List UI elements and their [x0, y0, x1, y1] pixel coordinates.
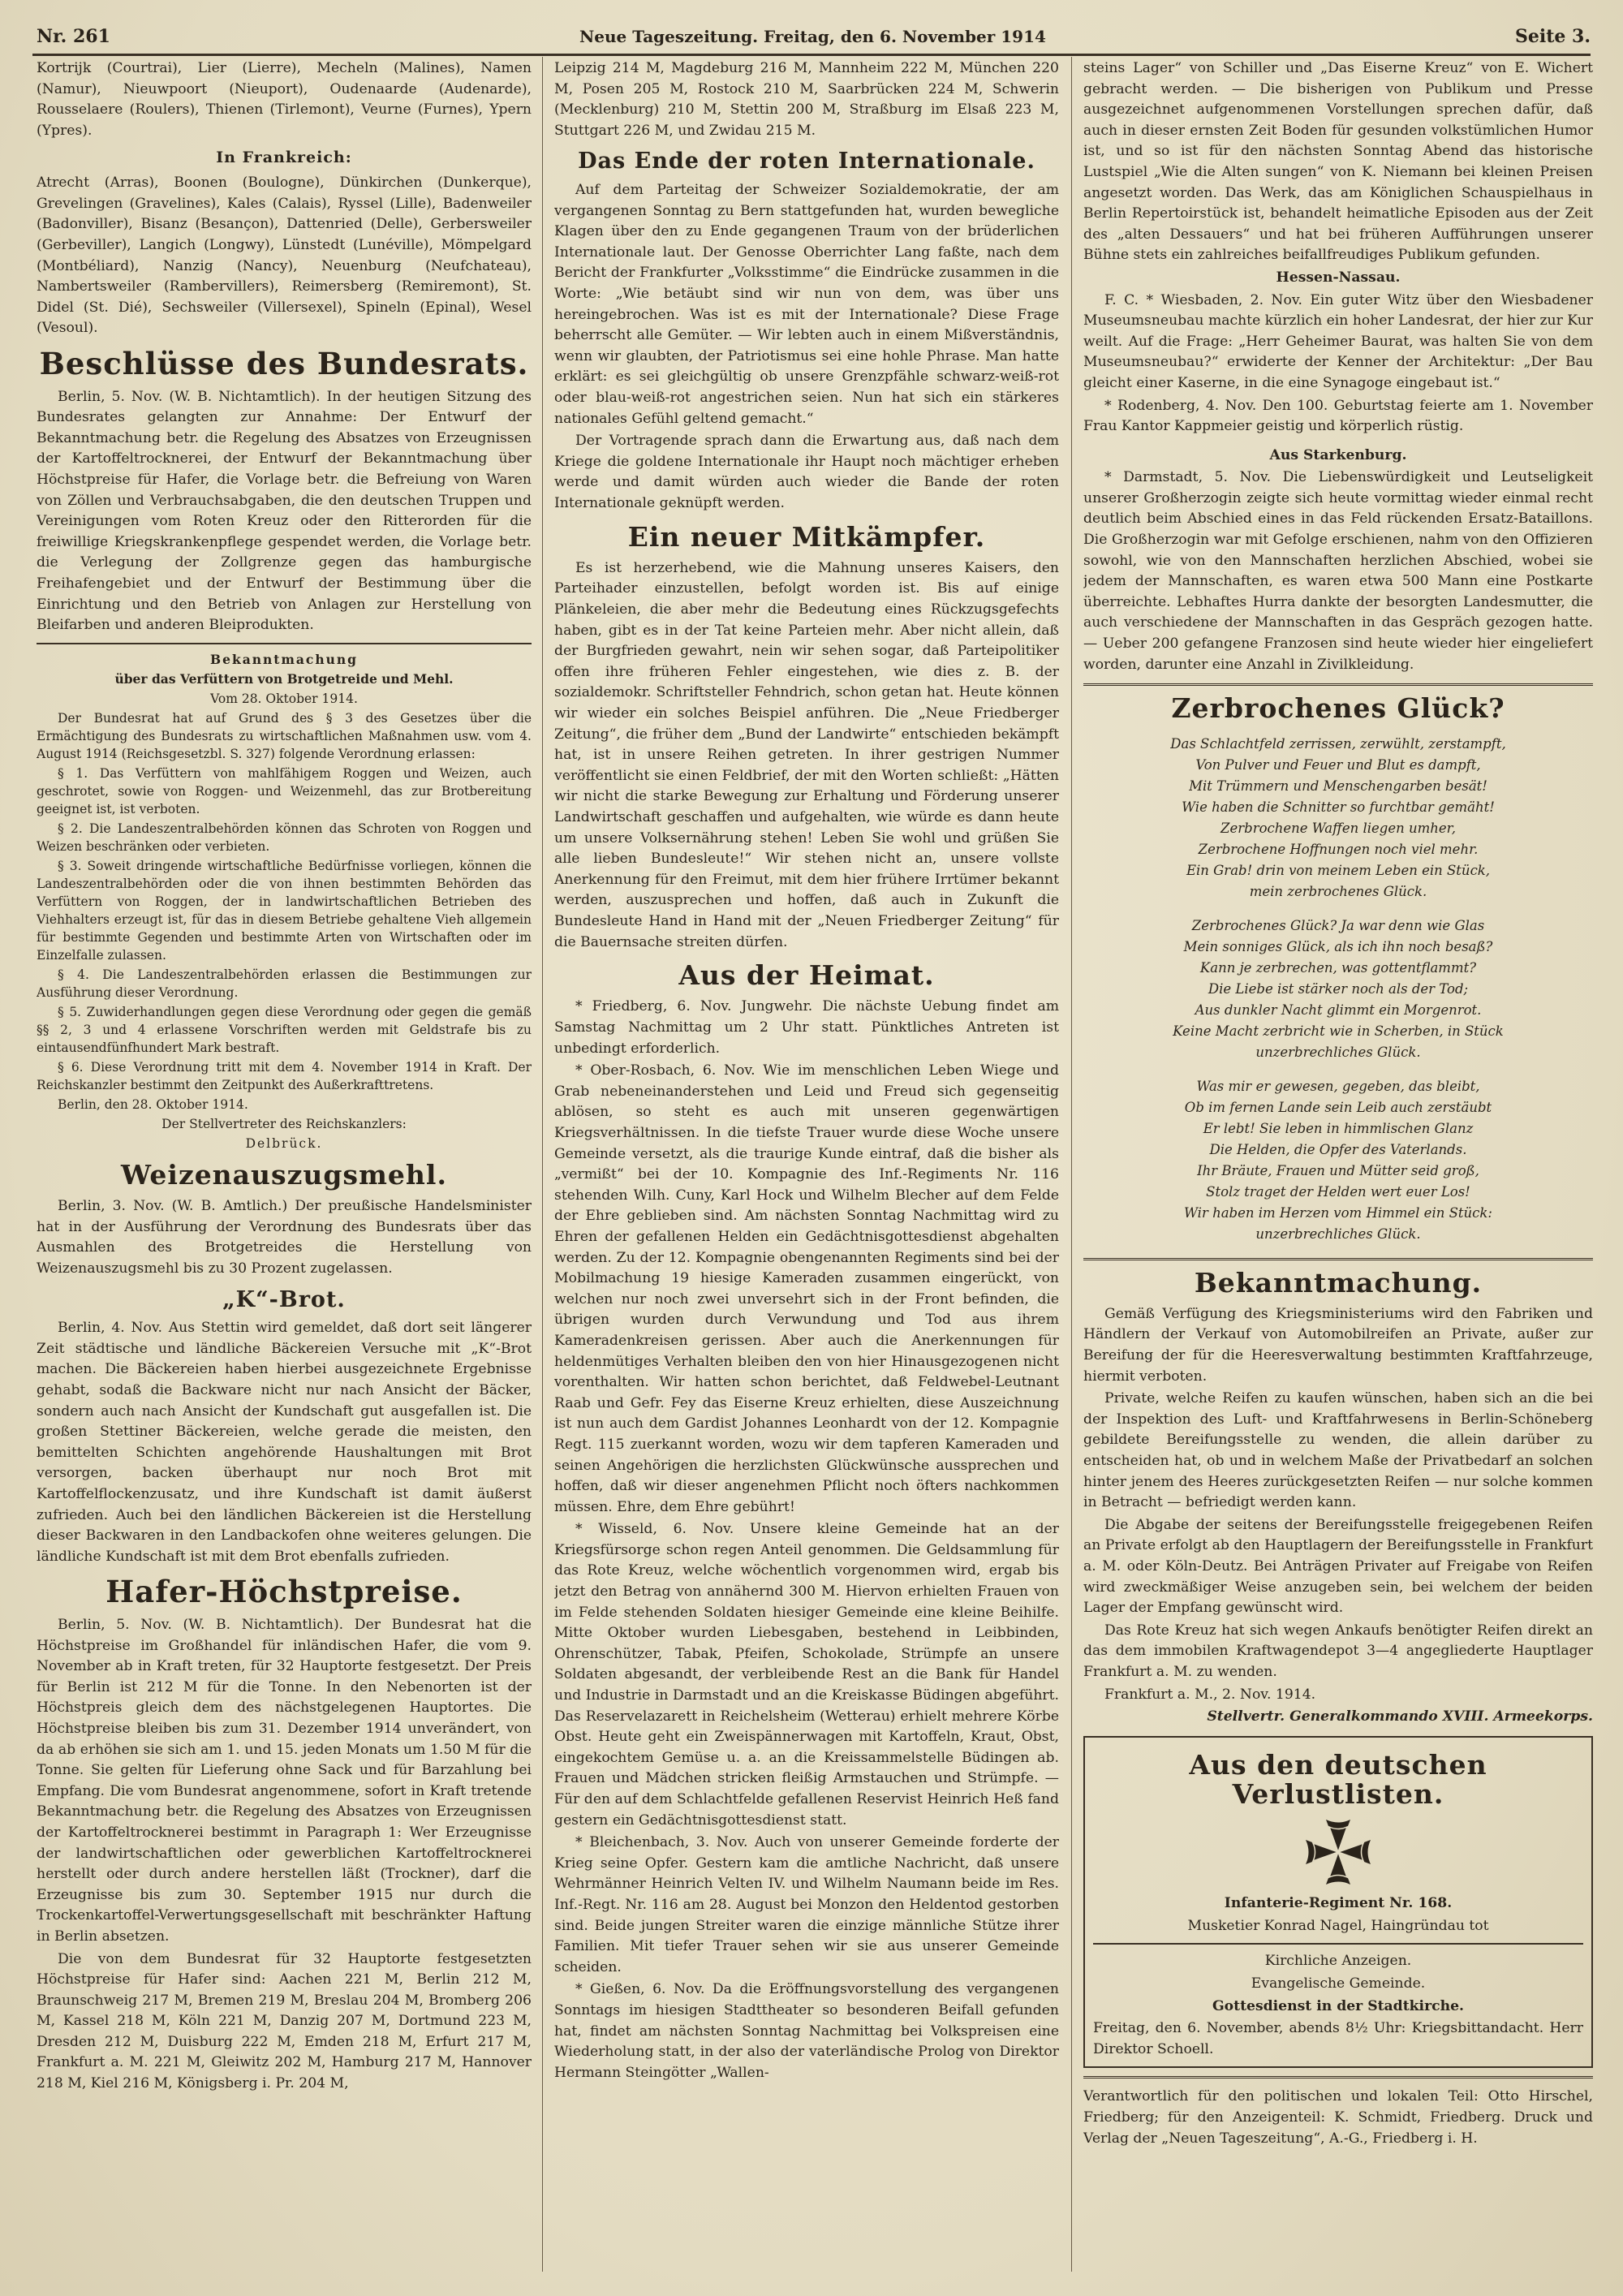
poem-line: Ein Grab! drin von meinem Leben ein Stück, — [1186, 862, 1491, 878]
poem-line: Von Pulver und Feuer und Blut es dampft, — [1195, 756, 1481, 773]
article-headline: „K“-Brot. — [222, 1286, 346, 1312]
paragraph-5: § 5. Zuwiderhandlungen gegen diese Verordnung oder gegen die gemäß §§ 2, 3 und 4 erlassene Vorschriften werden mit Geldstrafe bis zu eintausendfünfhundert Mark bestraft. — [37, 1004, 532, 1055]
casualty-list-box — [1083, 1736, 1593, 2069]
article-body: Berlin, 4. Nov. Aus Stettin wird gemeldet, daß dort seit längerer Zeit städtische und ländliche Bäckereien Versuche mit „K“-Brot machen. Die Bäckereien haben hierbei ausgezeichnete Ergebnisse gehabt, sodaß die Backware nicht nur nach Ansicht der Bäcker, sondern auch nach Ansicht der Kundschaft gut ausgefallen ist. Die großen Stettiner Bäckereien, welche gerade die meisten, den bemittelten Schichten angehörende Haushaltungen mit Brot versorgen, backen überhaupt nur noch Brot mit Kartoffelflockenzusatz, und ihre Kundschaft ist damit äußerst zufrieden. Auch bei den ländlichen Bäckereien ist die Herstellung dieser Backwaren in den Landbackofen ohne weiteres gelungen. Die ländliche Kundschaft ist mit dem Brot ebenfalls zufrieden. — [37, 1320, 532, 1565]
column-1 — [37, 58, 532, 2272]
place-list-belgium: Kortrijk (Courtrai), Lier (Lierre), Mecheln (Malines), Namen (Namur), Nieuwpoort (Nieuport), Oudenaarde (Audenarde), Rousselaere (Roulers), Thienen (Tirlemont), Veurne (Furnes), Ypern (Ypres). — [37, 60, 532, 139]
article-headline: Weizenauszugsmehl. — [121, 1158, 447, 1191]
article-headline: Das Ende der roten Internationale. — [578, 149, 1035, 174]
article-continued: steins Lager“ von Schiller und „Das Eiserne Kreuz“ von E. Wichert gebracht werden. — Die bisherigen von Publikum und Presse ausgezeichnet aufgenommenen Vorstellungen sprechen dafür, daß auch in dieser ernsten Zeit Boden für gesunden volkstümlichen Humor ist, und so ist für den nächsten Sonntag Abend das historische Lustspiel „Wie die Alten sungen“ von K. Niemann bei kleinen Preisen angesetzt worden. Das Werk, das am Königlichen Schauspielhaus in Berlin Repertoirstück ist, behandelt heimatliche Episoden aus der Zeit des „alten Dessauers“ und hat bei früheren Aufführungen unserer Bühne stets ein zahlreiches beifallfreudiges Publikum gefunden. — [1083, 60, 1593, 264]
column-divider — [542, 57, 543, 2272]
column-divider — [1071, 57, 1072, 2272]
notice-body: Die Abgabe der seitens der Bereifungsstelle freigegebenen Reifen an Private erfolgt ab den Hauptlagern der Bereifungsstelle in Frankfurt a. M. oder Köln-Deutz. Bei Anträgen Privater auf Freigabe von Reifen wird zweckmäßiger Weise anzugeben sein, bei welchem der beiden Lager der Empfang gewünscht wird. — [1083, 1516, 1593, 1617]
poem — [1083, 734, 1593, 1245]
masthead-line: Neue Tageszeitung. Freitag, den 6. November 1914 — [579, 27, 1046, 46]
article-headline: Beschlüsse des Bundesrats. — [39, 346, 529, 382]
poem-line: mein zerbrochenes Glück. — [1249, 883, 1427, 899]
poem-line: Zerbrochenes Glück? Ja war denn wie Glas — [1191, 917, 1485, 933]
divider — [1083, 1258, 1593, 1260]
local-news-item: * Bleichenbach, 3. Nov. Auch von unserer Gemeinde forderte der Krieg seine Opfer. Gestern kam die amtliche Nachricht, daß unsere Wehrmänner Heinrich Velten IV. und Wilhelm Naumann beide im Res. Inf.-Regt. Nr. 116 am 28. August bei Monzon den Heldentod gestorben sind. Beide jungen Streiter waren die einzige männliche Stütze ihrer Familien. Mit tiefer Trauer sehen wir sie aus unserer Gemeinde scheiden. — [554, 1834, 1059, 1975]
divider — [1083, 683, 1593, 686]
poem-line: Ihr Bräute, Frauen und Mütter seid groß, — [1197, 1162, 1479, 1178]
region-heading: Hessen-Nassau. — [1276, 269, 1401, 286]
notice-body: Private, welche Reifen zu kaufen wünschen, haben sich an die bei der Inspektion des Luft- und Kraftfahrwesens in Berlin-Schöneberg gebildete Bereifungsstelle zu wenden, die allein darüber zu entscheiden hat, ob und in welchem Maße der Privatbedarf an solchen hinter jenem des Heeres zurückgesetzten Reifen — nur solche kommen in Betracht — befriedigt werden kann. — [1083, 1390, 1593, 1511]
notice-signature: Delbrück. — [245, 1135, 323, 1151]
church-service-details: Freitag, den 6. November, abends 8½ Uhr: Kriegsbittandacht. Herr Direktor Schoell. — [1093, 2020, 1583, 2057]
paragraph-2: § 2. Die Landeszentralbehörden können das Schroten von Roggen und Weizen beschränken oder verbieten. — [37, 821, 532, 854]
imprint: Verantwortlich für den politischen und lokalen Teil: Otto Hirschel, Friedberg; für den Anzeigenteil: K. Schmidt, Friedberg. Druck und Verlag der „Neuen Tageszeitung“, A.-G., Friedberg i. H. — [1083, 2088, 1593, 2147]
local-news-item: * Friedberg, 6. Nov. Jungwehr. Die nächste Uebung findet am Samstag Nachmittag um 2 Uhr statt. Pünktliches Antreten ist unbedingt erforderlich. — [554, 998, 1059, 1057]
article-body: Berlin, 5. Nov. (W. B. Nichtamtlich). In der heutigen Sitzung des Bundesrates gelangten zur Annahme: Der Entwurf der Bekanntmachung betr. die Regelung des Absatzes von Erzeugnissen der Kartoffeltrocknerei, der Entwurf der Bekanntmachung über Höchstpreise für Hafer, die Vorlage betr. die Befreiung von Waren von Zöllen und Verbrauchsabgaben, die den deutschen Truppen und Vereinigungen vom Roten Kreuz oder den Ritterorden für die freiwillige Kriegskrankenpflege gespendet werden, die Vorlage betr. die Verlegung der Zollgrenze gegen das hamburgische Freihafengebiet und der Entwurf der Bestimmung über die Einrichtung und den Betrieb von Anlagen zur Herstellung von Bleifarben und anderen Bleiprodukten. — [37, 388, 532, 634]
poem-line: Mein sonniges Glück, als ich ihn noch besaß? — [1183, 938, 1493, 954]
casualty-list-headline: Aus den deutschen Verlustlisten. — [1189, 1748, 1487, 1810]
page-header — [37, 26, 1591, 50]
section-headline: Aus der Heimat. — [678, 959, 935, 992]
poem-line: Wie haben die Schnitter so furchtbar gemäht! — [1182, 799, 1495, 815]
article-body: Auf dem Parteitag der Schweizer Sozialdemokratie, der am vergangenen Sonntag zu Bern stattgefunden hat, wurden bewegliche Klagen über den zu Ende gegangenen Traum von der brüderlichen Internationale laut. Der Genosse Oberrichter Lang faßte, nach dem Bericht der Frankfurter „Volksstimme“ die Eindrücke zusammen in die Worte: „Wie betäubt sind wir nun von dem, was über uns hereingebrochen. Was ist es mit der Internationale? Diese Frage beherrscht alle Gemüter. — Wir lebten auch in einem Mißverständnis, wenn wir glaubten, der Patriotismus sei eine hohle Phrase. Man hatte erklärt: es sei gleichgültig ob unsere Grenzpfähle schwarz-weiß-rot oder blau-weiß-rot angestrichen seien. Nun hat sich ein stärkeres nationales Gefühl geltend gemacht.“ — [554, 182, 1059, 427]
poem-stanza — [1083, 1076, 1593, 1245]
poem-line: Stolz traget der Helden wert euer Los! — [1206, 1183, 1470, 1200]
notice-body: Gemäß Verfügung des Kriegsministeriums wird den Fabriken und Händlern der Verkauf von Automobilreifen an Private, außer zur Bereifung der für die Heeresverwaltung bestimmten Kraftfahrzeuge, hiermit verboten. — [1083, 1305, 1593, 1385]
issue-number: Nr. 261 — [37, 26, 110, 47]
poem-line: Das Schlachtfeld zerrissen, zerwühlt, zerstampft, — [1170, 735, 1506, 752]
poem-line: Er lebt! Sie leben in himmlischen Glanz — [1203, 1120, 1474, 1136]
local-news-item: F. C. * Wiesbaden, 2. Nov. Ein guter Witz über den Wiesbadener Museumsneubau machte kürzlich ein hoher Landesrat, der hier zur Kur weilt. Auf die Frage: „Herr Geheimer Baurat, was halten Sie von dem Museumsneubau?“ erwiderte der Kenner der Architektur: „Der Bau gleicht einer Kaserne, in die eine Synagoge eingebaut ist.“ — [1083, 291, 1593, 391]
local-news-item: * Wisseld, 6. Nov. Unsere kleine Gemeinde hat an der Kriegsfürsorge schon regen Anteil genommen. Die Geldsammlung für das Rote Kreuz, welche wöchentlich vorgenommen wird, ergab bis jetzt den Betrag von annähernd 300 M. Hiervon erhielten Frauen von im Felde stehenden Soldaten hiesiger Gemeinde eine kleine Beihilfe. Mitte Oktober wurden Liebesgaben, bestehend in Leibbinden, Ohrenschützer, Tabak, Pfeifen, Schokolade, Strümpfe an unsere Soldaten abgesandt, der verbleibende Rest an die Bank für Handel und Industrie in Darmstadt und an die Kreiskasse Büdingen abgeführt. Das Reservelazarett in Reichelsheim (Wetterau) erhielt mehrere Körbe Obst. Heute geht ein Zweispännerwagen mit Kartoffeln, Kraut, Obst, eingekochtem Gemüse u. a. an die Kreissammelstelle Büdingen ab. Frauen und Mädchen stricken fleißig Armstauchen und Strümpfe. — Für den auf dem Schlachtfelde gefallenen Reservist Heinrich Heß fand gestern ein Gedächtnisgottesdienst statt. — [554, 1521, 1059, 1829]
church-notices-heading: Kirchliche Anzeigen. — [1264, 1953, 1412, 1970]
notice-date: Vom 28. Oktober 1914. — [210, 691, 358, 706]
column-2 — [554, 58, 1059, 2272]
poem-line: Die Liebe ist stärker noch als der Tod; — [1208, 980, 1469, 997]
poem-line: Ob im fernen Lande sein Leib auch zerstäubt — [1184, 1099, 1492, 1115]
notice-body: Das Rote Kreuz hat sich wegen Ankaufs benötigter Reifen direkt an das dem immobilen Kraftwagendepot 3—4 angegliederte Hauptlager Frankfurt a. M. zu wenden. — [1083, 1622, 1593, 1680]
poem-line: Keine Macht zerbricht wie in Scherben, in Stück — [1173, 1023, 1504, 1039]
place-list-france: Atrecht (Arras), Boonen (Boulogne), Dünkirchen (Dunkerque), Grevelingen (Gravelines), Kales (Calais), Ryssel (Lille), Badenweiler (Badonviller), Bisanz (Besançon), Dattenried (Delle), Gerbersweiler (Gerbeviller), Langich (Longwy), Lünstedt (Lunéville), Mömpelgard (Montbéliard), Nanzig (Nancy), Neuenburg (Neufchateau), Nambertsweiler (Rambervillers), Reimersberg (Remiremont), St. Didel (St. Dié), Sechsweiler (Villersexel), Spineln (Epinal), Wesel (Vesoul). — [37, 174, 532, 337]
paragraph-6: § 6. Diese Verordnung tritt mit dem 4. November 1914 in Kraft. Der Reichskanzler bestimmt den Zeitpunkt des Außerkrafttretens. — [37, 1059, 532, 1092]
poem-line: Kann je zerbrechen, was gottentflammt? — [1199, 959, 1477, 976]
article-headline: Ein neuer Mitkämpfer. — [627, 520, 986, 553]
notice-place-date: Berlin, den 28. Oktober 1914. — [58, 1096, 248, 1112]
notice-signature: Stellvertr. Generalkommando XVIII. Armeekorps. — [1207, 1708, 1593, 1725]
poem-line: unzerbrechliches Glück. — [1255, 1226, 1421, 1242]
poem-line: unzerbrechliches Glück. — [1255, 1044, 1421, 1060]
notice-place-date: Frankfurt a. M., 2. Nov. 1914. — [1104, 1686, 1316, 1703]
region-heading: Aus Starkenburg. — [1269, 446, 1407, 463]
poem-stanza — [1083, 915, 1593, 1063]
poem-line: Die Helden, die Opfer des Vaterlands. — [1209, 1141, 1467, 1157]
poem-line: Wir haben im Herzen vom Himmel ein Stück: — [1184, 1204, 1492, 1221]
poem-line: Zerbrochene Hoffnungen noch viel mehr. — [1198, 841, 1479, 857]
notice-heading: Bekanntmachung — [210, 651, 358, 667]
price-list: Die von dem Bundesrat für 32 Hauptorte festgesetzten Höchstpreise für Hafer sind: Aachen 221 M, Berlin 212 M, Braunschweig 217 M, Bremen 219 M, Breslau 204 M, Bromberg 206 M, Kassel 218 M, Köln 221 M, Danzig 207 M, Dortmund 223 M, Dresden 212 M, Duisburg 222 M, Emden 218 M, Erfurt 217 M, Frankfurt a. M. 221 M, Gleiwitz 202 M, Hamburg 217 M, Hannover 218 M, Kiel 216 M, Königsberg i. Pr. 204 M, — [37, 1950, 532, 2092]
notice-headline: Bekanntmachung. — [1194, 1266, 1483, 1299]
paragraph-1: § 1. Das Verfüttern von mahlfähigem Roggen und Weizen, auch geschrotet, sowie von Roggen- und Weizenmehl, das zur Brotbereitung geeignet ist, ist verboten. — [37, 765, 532, 816]
notice-intro: Der Bundesrat hat auf Grund des § 3 des Gesetzes über die Ermächtigung des Bundesrats zu wirtschaftlichen Maßnahmen usw. vom 4. August 1914 (Reichsgesetzbl. S. 327) folgende Verordnung erlassen: — [37, 710, 532, 761]
article-body: Der Vortragende sprach dann die Erwartung aus, daß nach dem Kriege die goldene Internationale ihr Haupt noch mächtiger erheben werde und damit würden auch wieder die Bande der roten Internationale geknüpft werden. — [554, 433, 1059, 511]
paragraph-4: § 4. Die Landeszentralbehörden erlassen die Bestimmungen zur Ausführung dieser Verordnung. — [37, 967, 532, 1000]
notice-signature-title: Der Stellvertreter des Reichskanzlers: — [161, 1116, 407, 1131]
section-subheading: In Frankreich: — [216, 149, 352, 167]
casualty-entry: Musketier Konrad Nagel, Haingründau tot — [1187, 1917, 1489, 1934]
article-body: Berlin, 5. Nov. (W. B. Nichtamtlich). Der Bundesrat hat die Höchstpreise im Großhandel für inländischen Hafer, die vom 9. November ab in Kraft treten, für 32 Hauptorte festgesetzt. Der Preis für Berlin ist 212 M für die Tonne. In den Nebenorten ist der Höchstpreis gleich dem des nächstgelegenen Hauptortes. Die Höchstpreise bleiben bis zum 31. Dezember 1914 unverändert, von da ab erhöhen sie sich am 1. und 15. jeden Monats um 1.50 M für die Tonne. Sie gelten für Lieferung ohne Sack und für Barzahlung bei Empfang. Die vom Bundesrat angenommene, sofort in Kraft tretende Bekanntmachung betr. die Regelung des Absatzes von Erzeugnissen der Kartoffeltrocknerei bestimmt in Paragraph 1: Wer Erzeugnisse der landwirtschaftlichen oder gewerblichen Kartoffeltrocknerei herstellt oder durch andere herstellen läßt (Trockner), darf die Erzeugnisse bis zum 30. September 1915 nur durch die Trockenkartoffel-Verwertungsgesellschaft mit beschränkter Haftung in Berlin absetzen. — [37, 1617, 532, 1945]
local-news-item: * Gießen, 6. Nov. Da die Eröffnungsvorstellung des vergangenen Sonntags im hiesigen Stadttheater so besonderen Beifall gefunden hat, findet am nächsten Sonntag Nachmittag bei Volkspreisen eine Wiederholung statt, in der also der vaterländische Prolog von Direktor Hermann Steingötter „Wallen- — [554, 1981, 1059, 2081]
article-headline: Hafer-Höchstpreise. — [105, 1574, 463, 1610]
poem-line: Was mir er gewesen, gegeben, das bleibt, — [1196, 1078, 1480, 1094]
church-congregation: Evangelische Gemeinde. — [1251, 1975, 1426, 1992]
divider — [1083, 2076, 1593, 2078]
local-news-item: * Darmstadt, 5. Nov. Die Liebenswürdigkeit und Leutseligkeit unserer Großherzogin zeigte sich heute vormittag wieder einmal recht deutlich beim Abschied eines in das Feld rückenden Ersatz-Bataillons. Die Großherzogin war mit Gefolge erschienen, nahm von den Offizieren sowohl, wie von den Mannschaften herzlichen Abschied, wobei sie jedem der Mannschaften, es waren etwa 500 Mann eine Postkarte überreichte. Lebhaftes Hurra dankte der besorgten Landesmutter, die auch verschiedene der Mannschaften in das Gespräch gezogen hatte. — Ueber 200 gefangene Franzosen sind heute wieder hier eingeliefert worden, darunter eine Anzahl in Zivilkleidung. — [1083, 469, 1593, 673]
poem-line: Zerbrochene Waffen liegen umher, — [1220, 820, 1456, 836]
local-news-item: * Ober-Rosbach, 6. Nov. Wie im menschlichen Leben Wiege und Grab nebeneinanderstehen und Leid und Freud sich gegenseitig ablösen, so steht es auch mit unseren gegenwärtigen Kriegsverhältnissen. In die tiefste Trauer wurde diese Woche unsere Gemeinde versetzt, als die traurige Kunde eintraf, daß die bisher als „vermißt“ bei der 10. Kompagnie des Inf.-Regiments Nr. 116 stehenden Wilh. Cuny, Karl Hock und Wilhelm Blecher auf dem Felde der Ehre geblieben sind. Am nächsten Sonntag Nachmittag wird zu Ehren der gefallenen Helden ein Gedächtnisgottesdienst abgehalten werden. Zu der 12. Kompagnie obengenannten Regiments sind bei der Mobilmachung 19 hiesige Kameraden zusammen eingerückt, von welchen nur noch zwei unversehrt sich in der Front befinden, die übrigen wurden durch Verwundung und Tod aus ihrem Kameradenkreisen gerissen. Aber auch die Anerkennungen für heldenmütiges Verhalten bleiben den von hier Hinausgezogenen nicht vorenthalten. Wir hatten schon berichtet, daß Feldwebel-Leutnant Raab und Gefr. Fey das Eiserne Kreuz erhielten, diese Auszeichnung ist nun auch dem Gardist Johannes Leonhardt von der 12. Kompagnie Regt. 115 zuerkannt worden, wozu wir dem tapferen Kameraden und seinen Angehörigen die herzlichsten Glückwünsche aussprechen und hoffen, daß wir dieser angenehmen Pflicht noch öfters nachkommen müssen. Ehre, dem Ehre gebührt! — [554, 1062, 1059, 1515]
article-body: Es ist herzerhebend, wie die Mahnung unseres Kaisers, den Parteihader einzustellen, befolgt worden ist. Bis auf einige Plänkeleien, die aber mehr die Bedeutung eines Rückzugsgefechts haben, gibt es in der Tat keine Parteien mehr. Aber nicht allein, daß der Burgfrieden gewahrt, nein wir sehen sogar, daß Parteipolitiker offen ihre früheren Fehler eingestehen, wie dies z. B. der sozialdemokr. Schriftsteller Fehndrich, schon getan hat. Heute können wir wieder ein solches Beispiel anführen. Die „Neue Friedberger Zeitung“, die früher dem „Bund der Landwirte“ entschieden bekämpft hat, ist in unsere Reihen getreten. In ihrer gestrigen Nummer veröffentlicht sie einen Feldbrief, der mit den Worten schließt: „Hätten wir nicht die starke Bewegung zur Erhaltung und Förderung unserer Landwirtschaft geschaffen und aufgehalten, wie würde es dann heute um unsere Volksernährung stehen! Leben Sie wohl und grüßen Sie alle lieben Bundesleute!“ Wir stehen nicht an, unsere vollste Anerkennung für den Freimut, mit dem hier frühere Irrtümer bekannt werden, auszusprechen und hoffen, daß auch in Zukunft die Bundesleute Hand in Hand mit der „Neuen Friedberger Zeitung“ für die Bauernsache streiten dürfen. — [554, 559, 1059, 950]
poem-line: Mit Trümmern und Menschengarben besät! — [1189, 778, 1487, 794]
church-service: Gottesdienst in der Stadtkirche. — [1212, 1997, 1465, 2014]
article-body: Berlin, 3. Nov. (W. B. Amtlich.) Der preußische Handelsminister hat in der Ausführung der Verordnung des Bundesrats über das Ausmahlen des Brotgetreides die Herstellung von Weizenauszugsmehl bis zu 30 Prozent zugelassen. — [37, 1198, 532, 1277]
paragraph-3: § 3. Soweit dringende wirtschaftliche Bedürfnisse vorliegen, können die Landeszentralbehörden oder die von ihnen bestimmten Behörden das Verfüttern von Roggen, der in landwirtschaftlichen Betrieben des Viehhalters erzeugt ist, für das in diesem Betriebe gehaltene Vieh allgemein für bestimmte Gegenden und bestimmte Arten von Wirtschaften oder im Einzelfalle zulassen. — [37, 858, 532, 963]
divider — [1093, 1943, 1583, 1945]
page-number: Seite 3. — [1514, 26, 1591, 47]
iron-cross-icon — [1302, 1816, 1375, 1889]
price-list-continued: Leipzig 214 M, Magdeburg 216 M, Mannheim 222 M, München 220 M, Posen 205 M, Rostock 210 M, Saarbrücken 224 M, Schwerin (Mecklenburg) 210 M, Stettin 200 M, Straßburg im Elsaß 223 M, Stuttgart 226 M, und Zwidau 215 M. — [554, 60, 1059, 139]
header-rule — [32, 54, 1591, 56]
poem-line: Aus dunkler Nacht glimmt ein Morgenrot. — [1195, 1002, 1482, 1018]
poem-title: Zerbrochenes Glück? — [1171, 692, 1505, 725]
notice-subheading: über das Verfüttern von Brotgetreide und Mehl. — [114, 670, 454, 687]
divider — [37, 643, 532, 644]
column-3 — [1083, 58, 1593, 2272]
poem-stanza — [1083, 734, 1593, 902]
regiment-name: Infanterie-Regiment Nr. 168. — [1224, 1895, 1453, 1912]
local-news-item: * Rodenberg, 4. Nov. Den 100. Geburtstag feierte am 1. November Frau Kantor Kappmeier geistig und körperlich rüstig. — [1083, 397, 1593, 435]
